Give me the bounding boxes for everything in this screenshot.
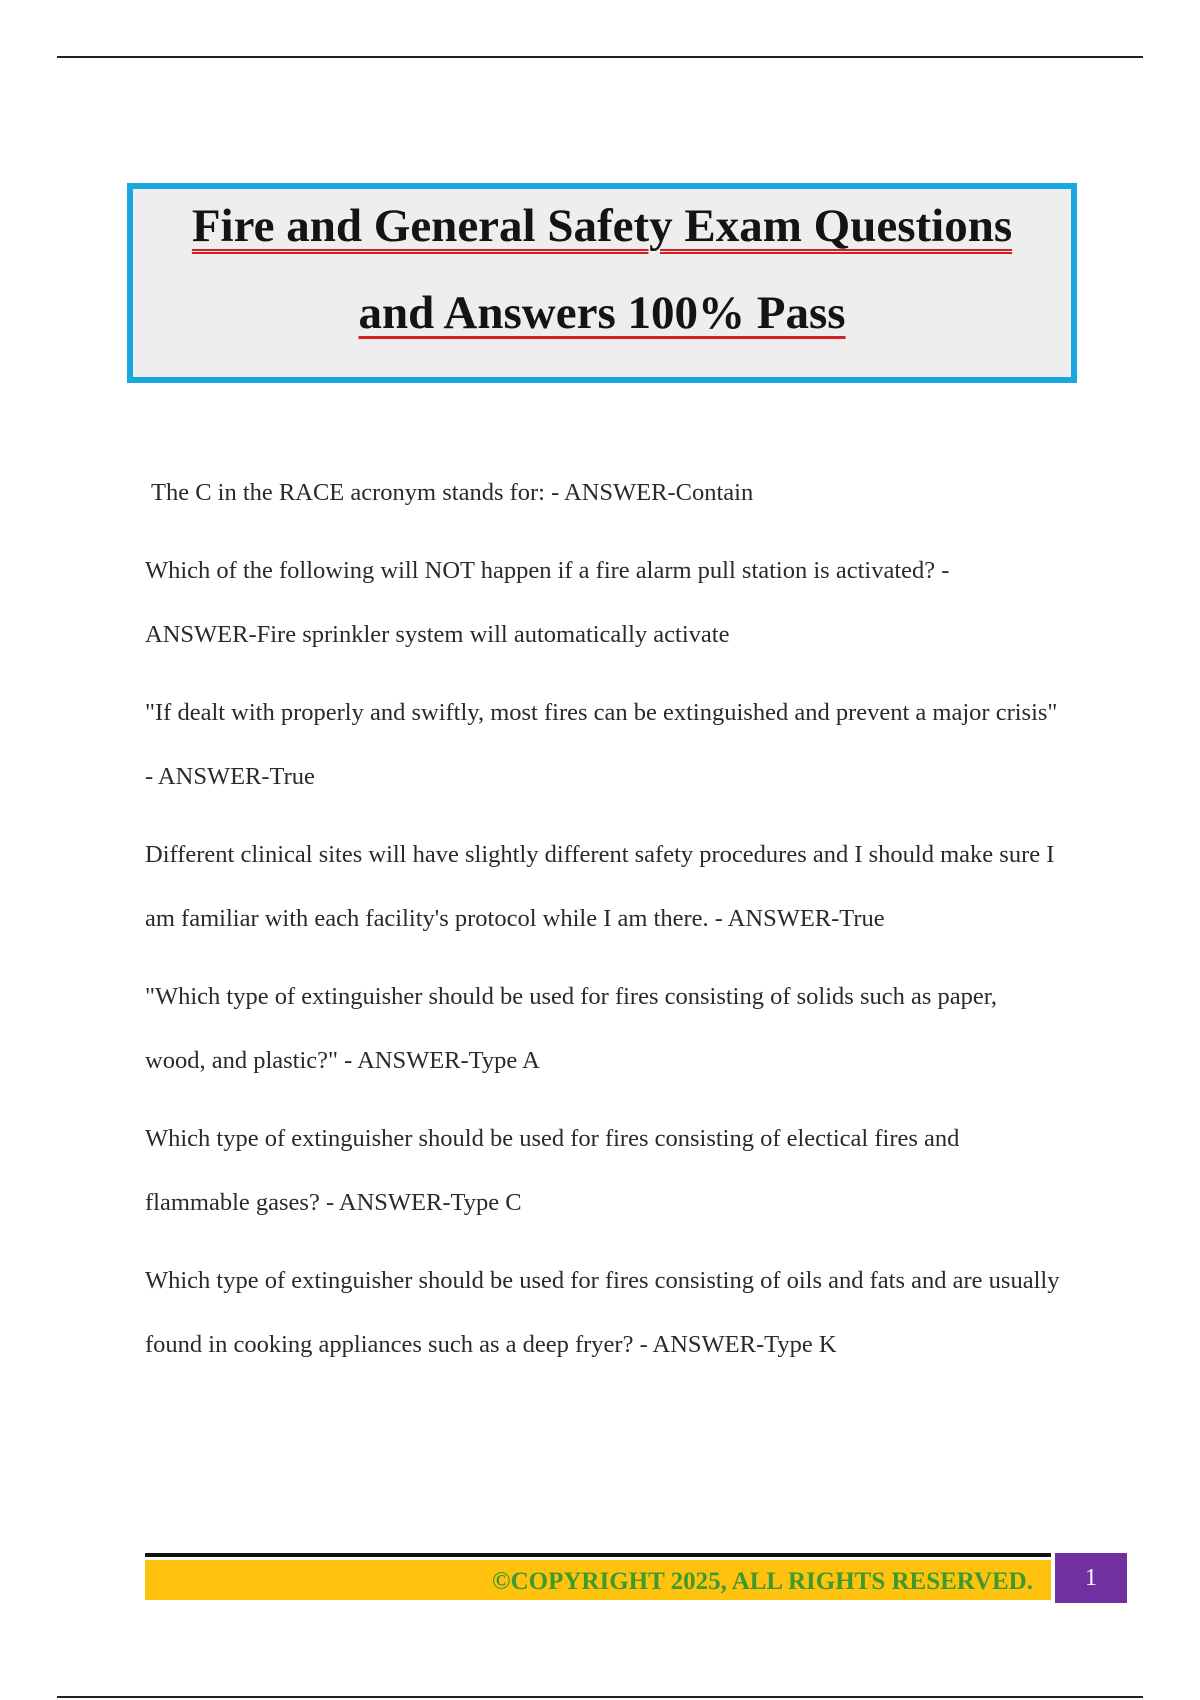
qa-item: "If dealt with properly and swiftly, most fires can be extinguished and prevent a major crisis" - ANSWER-True <box>145 699 1058 790</box>
qa-content <box>145 461 1060 1391</box>
qa-item: The C in the RACE acronym stands for: - ANSWER-Contain <box>151 479 754 506</box>
qa-item: Which type of extinguisher should be used for fires consisting of oils and fats and are usually found in cooking appliances such as a deep fryer? - ANSWER-Type K <box>145 1267 1060 1358</box>
page-footer <box>145 1553 1127 1603</box>
page-title-text-1: Fire and General Safety Exam Questions <box>191 200 1013 252</box>
page-title-line-2 <box>133 287 1071 339</box>
qa-item: Different clinical sites will have slightly different safety procedures and I should make sure I am familiar with each facility's protocol while I am there. - ANSWER-True <box>145 841 1055 932</box>
copyright-text: ©COPYRIGHT 2025, ALL RIGHTS RESERVED. <box>491 1568 1033 1595</box>
title-box <box>127 183 1077 383</box>
copyright-bar <box>145 1560 1051 1600</box>
bottom-rule <box>57 1696 1143 1698</box>
qa-item: Which type of extinguisher should be used for fires consisting of electical fires and flammable gases? - ANSWER-Type C <box>145 1125 960 1216</box>
footer-rule <box>145 1553 1051 1557</box>
qa-item: Which of the following will NOT happen if a fire alarm pull station is activated? - ANSWER-Fire sprinkler system will automatically activate <box>145 557 950 648</box>
page-number: 1 <box>1055 1553 1127 1603</box>
page-title-text-2: and Answers 100% Pass <box>358 287 846 339</box>
page-title-line-1 <box>133 200 1071 252</box>
top-rule <box>57 56 1143 58</box>
qa-item: "Which type of extinguisher should be used for fires consisting of solids such as paper, wood, and plastic?" - ANSWER-Type A <box>145 983 998 1074</box>
